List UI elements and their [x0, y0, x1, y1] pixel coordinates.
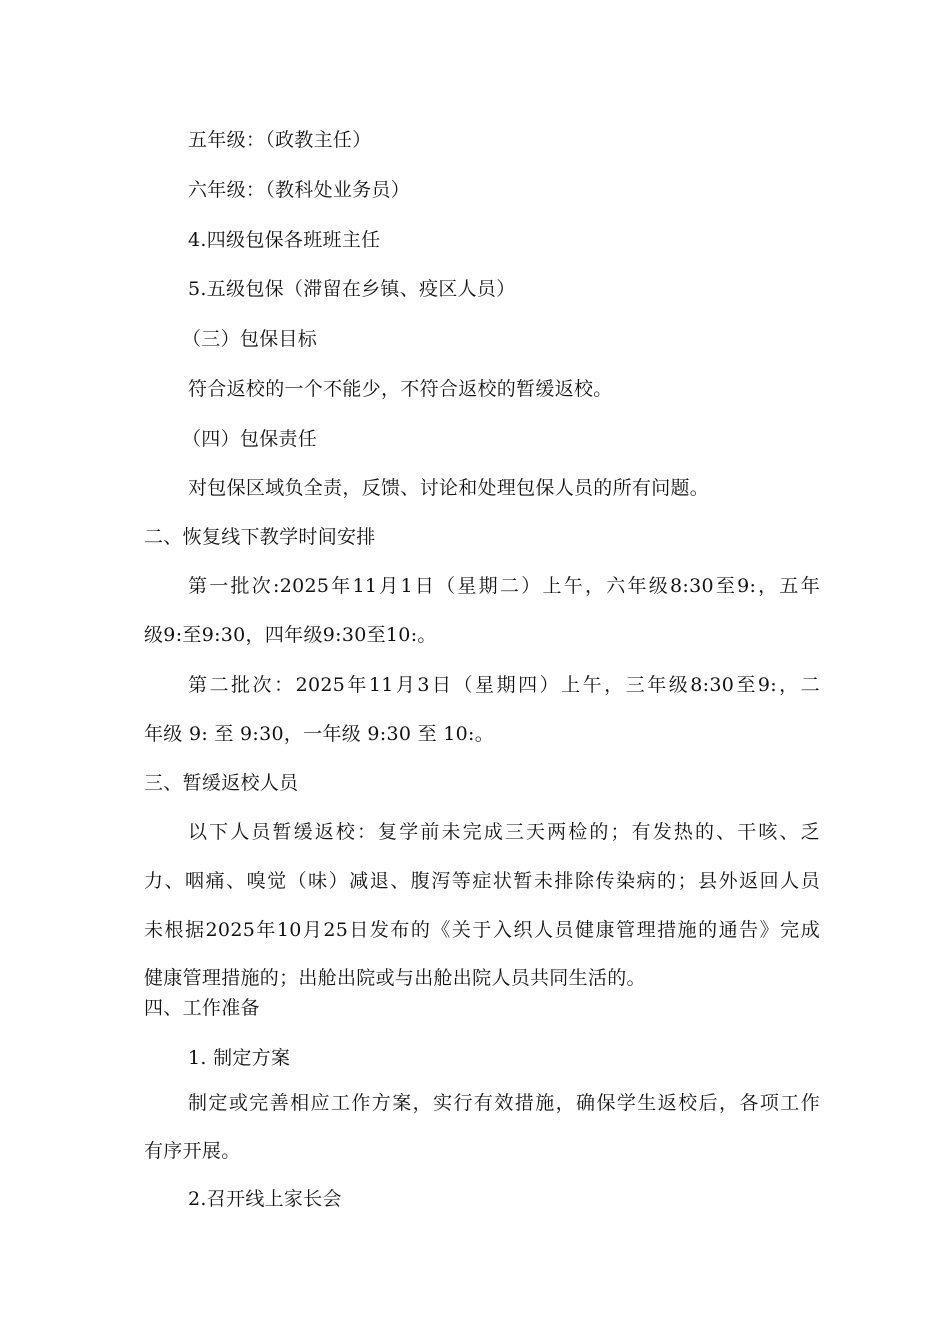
level-five-line: 5.五级包保（滞留在乡镇、疫区人员）	[188, 278, 516, 300]
batch-one-line-1: 第一批次:2025年11月1日（星期二）上午，六年级8:30至9:，五年	[188, 575, 820, 597]
batch-two-line-2: 年级 9: 至 9:30，一年级 9:30 至 10:。	[144, 723, 495, 745]
plan-paragraph-line-2: 有序开展。	[144, 1140, 241, 1162]
level-four-line: 4.四级包保各班班主任	[188, 229, 381, 251]
batch-one-line-2: 级9:至9:30，四年级9:30至10:。	[144, 624, 437, 646]
parent-meeting-heading: 2.召开线上家长会	[188, 1188, 342, 1210]
section-four-heading: （四）包保责任	[182, 428, 318, 450]
goal-paragraph: 符合返校的一个不能少，不符合返校的暂缓返校。	[188, 378, 613, 400]
heading-two: 二、恢复线下教学时间安排	[144, 526, 376, 548]
heading-four: 四、工作准备	[144, 997, 260, 1019]
deferred-paragraph-line-3: 未根据2025年10月25日发布的《关于入织人员健康管理措施的通告》完成	[144, 919, 820, 941]
deferred-paragraph-line-2: 力、咽痛、嗅觉（味）减退、腹泻等症状暂未排除传染病的；县外返回人员	[144, 870, 820, 892]
heading-three: 三、暂缓返校人员	[144, 772, 299, 794]
grade-six-line: 六年级：（教科处业务员）	[188, 179, 411, 201]
deferred-paragraph-line-1: 以下人员暂缓返校：复学前未完成三天两检的；有发热的、干咳、乏	[188, 821, 820, 843]
plan-paragraph-line-1: 制定或完善相应工作方案，实行有效措施，确保学生返校后，各项工作	[188, 1092, 820, 1114]
grade-five-line: 五年级：（政教主任）	[188, 129, 372, 151]
responsibility-paragraph: 对包保区域负全责，反馈、讨论和处理包保人员的所有问题。	[188, 477, 710, 499]
deferred-paragraph-line-4: 健康管理措施的；出舱出院或与出舱出院人员共同生活的。	[144, 967, 646, 989]
section-three-heading: （三）包保目标	[182, 328, 318, 350]
plan-heading: 1. 制定方案	[188, 1047, 291, 1069]
batch-two-line-1: 第二批次：2025年11月3日（星期四）上午，三年级8:30至9:，二	[188, 674, 820, 696]
